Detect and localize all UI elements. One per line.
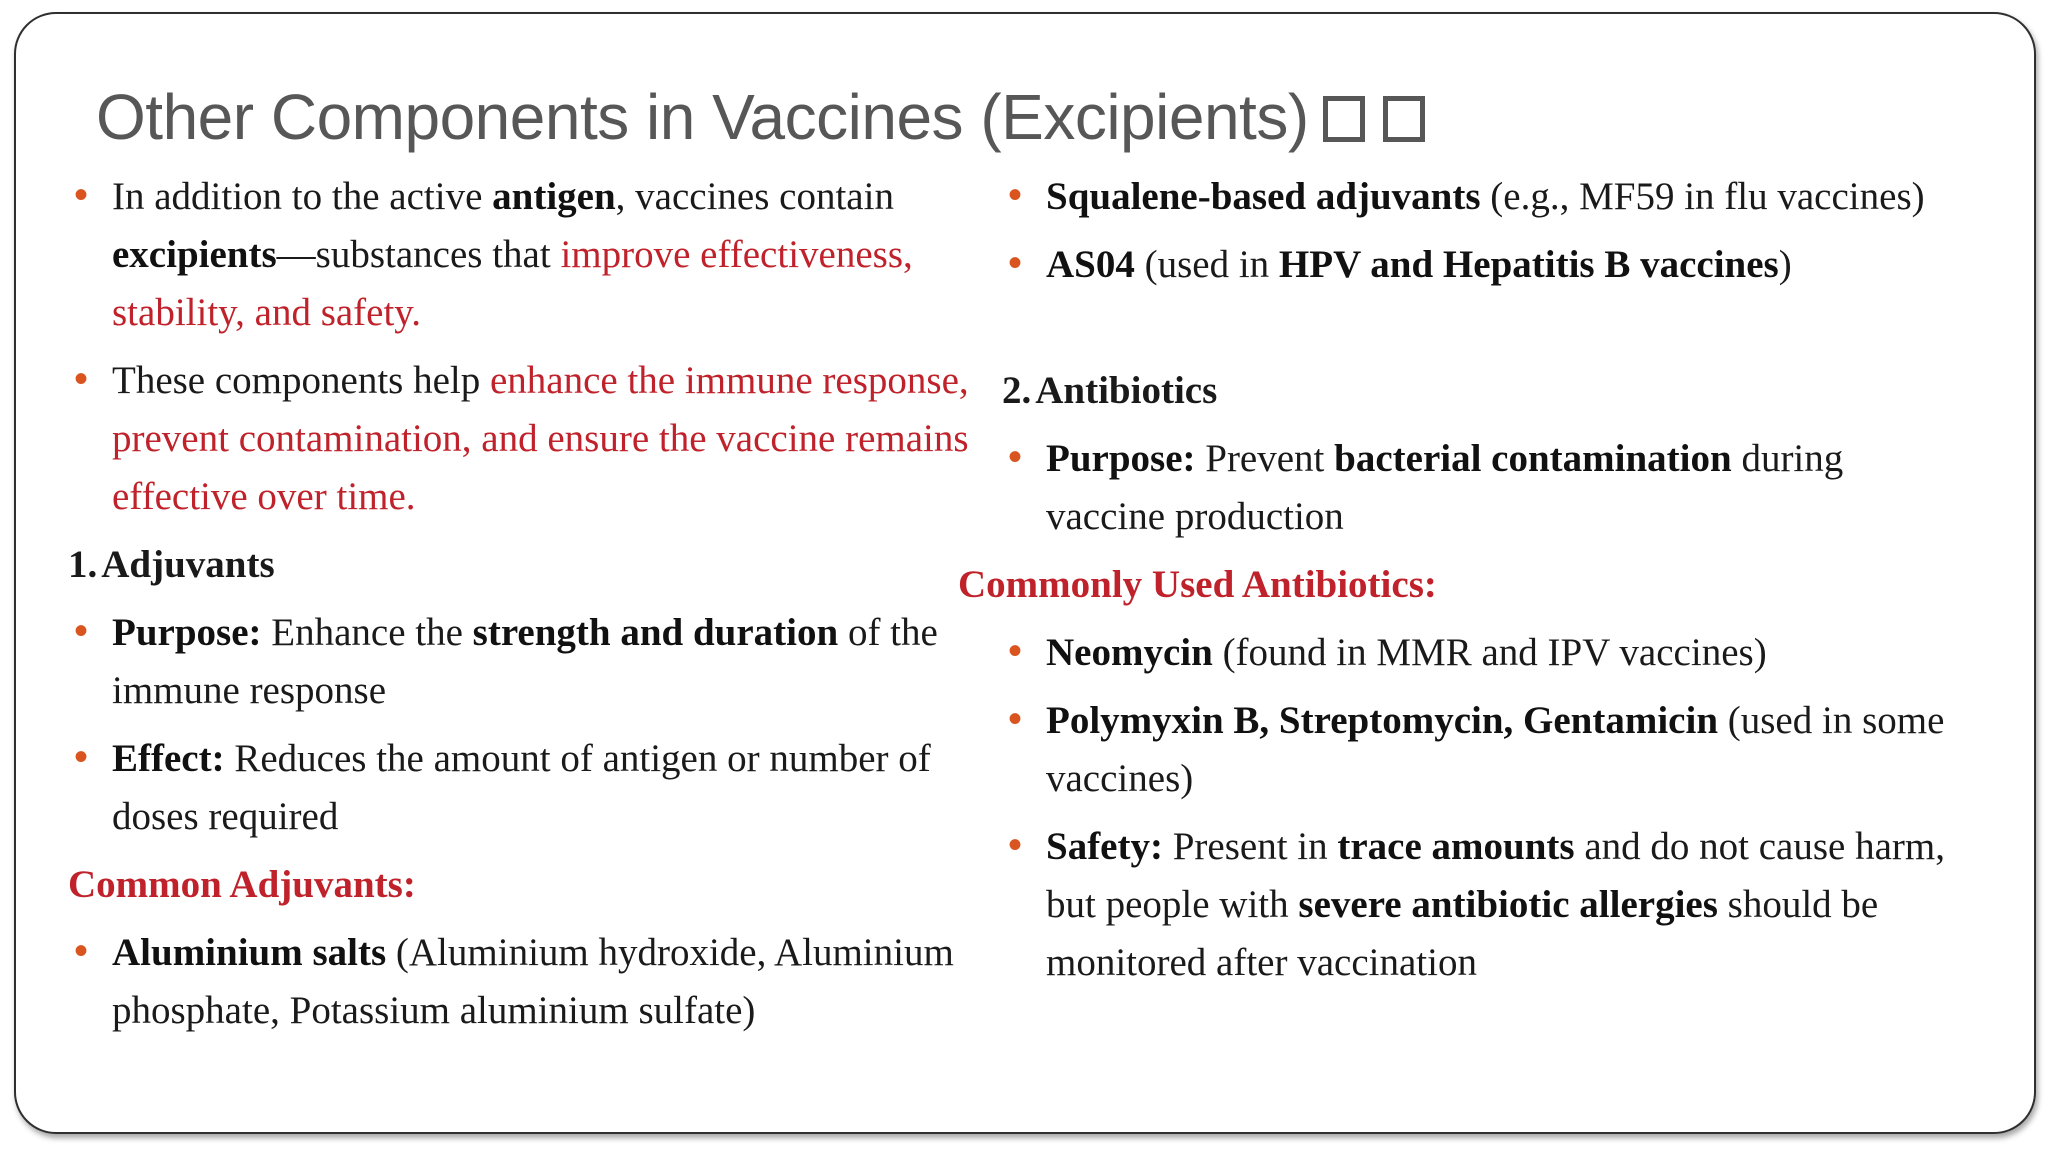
text: ) — [1778, 243, 1792, 286]
missing-glyph-box-icon — [1323, 96, 1365, 142]
text: Present in — [1162, 825, 1338, 868]
text: and do not cause harm, but people with — [1046, 825, 1945, 926]
text: , vaccines contain — [615, 175, 894, 218]
text: —substances that — [276, 233, 561, 276]
text: of the immune response — [112, 611, 938, 712]
list-item-neomycin — [1002, 624, 1962, 682]
section-label: Adjuvants — [101, 543, 275, 586]
text: should be monitored after vaccination — [1046, 883, 1879, 984]
bold-text: bacterial contamination — [1334, 437, 1732, 480]
bullet-icon: • — [74, 929, 89, 973]
list-item-effect — [68, 730, 1008, 846]
section-number: 2. — [1002, 369, 1032, 412]
text: (used in some vaccines) — [1046, 699, 1945, 800]
text: Prevent — [1195, 437, 1335, 480]
text: (used in — [1134, 243, 1279, 286]
bold-text: Aluminium salts — [112, 931, 387, 974]
bullet-icon: • — [74, 609, 89, 653]
bullet-icon: • — [1008, 173, 1023, 217]
bullet-icon: • — [1008, 241, 1023, 285]
bold-text: severe antibiotic allergies — [1298, 883, 1718, 926]
slide-title-text: Other Components in Vaccines (Excipients) — [96, 81, 1309, 153]
bold-text: Safety: — [1046, 825, 1163, 868]
text: These components help — [112, 359, 490, 402]
text: Enhance the — [261, 611, 473, 654]
missing-glyph-box-icon — [1383, 96, 1425, 142]
common-antibiotics-heading: Commonly Used Antibiotics: — [958, 563, 1437, 606]
left-column — [68, 168, 1008, 1050]
section-heading-adjuvants — [68, 536, 1008, 594]
highlight-text: enhance the immune response, prevent contamination, and ensure the vaccine remains effective over time. — [112, 359, 969, 518]
bold-text: HPV and Hepatitis B vaccines — [1278, 243, 1779, 286]
section-label: Antibiotics — [1035, 369, 1218, 412]
bullet-icon: • — [74, 735, 89, 779]
bullet-icon: • — [1008, 823, 1023, 867]
bold-text: Neomycin — [1046, 631, 1213, 674]
bold-text: Purpose: — [1046, 437, 1196, 480]
bullet-icon: • — [1008, 435, 1023, 479]
slide-title — [96, 80, 1425, 154]
list-item-squalene — [1002, 168, 1962, 226]
bold-text: strength and duration — [472, 611, 839, 654]
list-item-intro — [68, 168, 1008, 342]
bullet-icon: • — [1008, 697, 1023, 741]
bold-text: Purpose: — [112, 611, 262, 654]
text: In addition to the active — [112, 175, 493, 218]
text: Reduces the amount of antigen or number of doses required — [112, 737, 931, 838]
bold-text: trace amounts — [1337, 825, 1575, 868]
bold-text: AS04 — [1046, 243, 1135, 286]
highlight-text: improve effectiveness, stability, and safety. — [112, 233, 913, 334]
list-item-as04 — [1002, 236, 1962, 294]
section-heading-antibiotics — [1002, 362, 1962, 420]
bullet-icon: • — [1008, 629, 1023, 673]
text: (found in MMR and IPV vaccines) — [1212, 631, 1767, 674]
list-item-purpose — [1002, 430, 1962, 546]
common-adjuvants-heading: Common Adjuvants: — [68, 863, 416, 906]
right-column — [958, 168, 1962, 1002]
bold-text: Polymyxin B, Streptomycin, Gentamicin — [1046, 699, 1719, 742]
list-item-purpose — [68, 604, 1008, 720]
list-item-components — [68, 352, 1008, 526]
text: during vaccine production — [1046, 437, 1844, 538]
list-item-polymyxin — [1002, 692, 1962, 808]
bullet-icon: • — [74, 357, 89, 401]
bold-text: Effect: — [112, 737, 225, 780]
bold-text: Squalene-based adjuvants — [1046, 175, 1481, 218]
text: (Aluminium hydroxide, Aluminium phosphate, Potassium aluminium sulfate) — [112, 931, 954, 1032]
list-item-safety — [1002, 818, 1962, 992]
bullet-icon: • — [74, 173, 89, 217]
list-item-aluminium — [68, 924, 1008, 1040]
section-number: 1. — [68, 543, 98, 586]
bold-text: excipients — [112, 233, 277, 276]
bold-text: antigen — [492, 175, 616, 218]
spacer — [1002, 304, 1962, 362]
text: (e.g., MF59 in flu vaccines) — [1480, 175, 1925, 218]
